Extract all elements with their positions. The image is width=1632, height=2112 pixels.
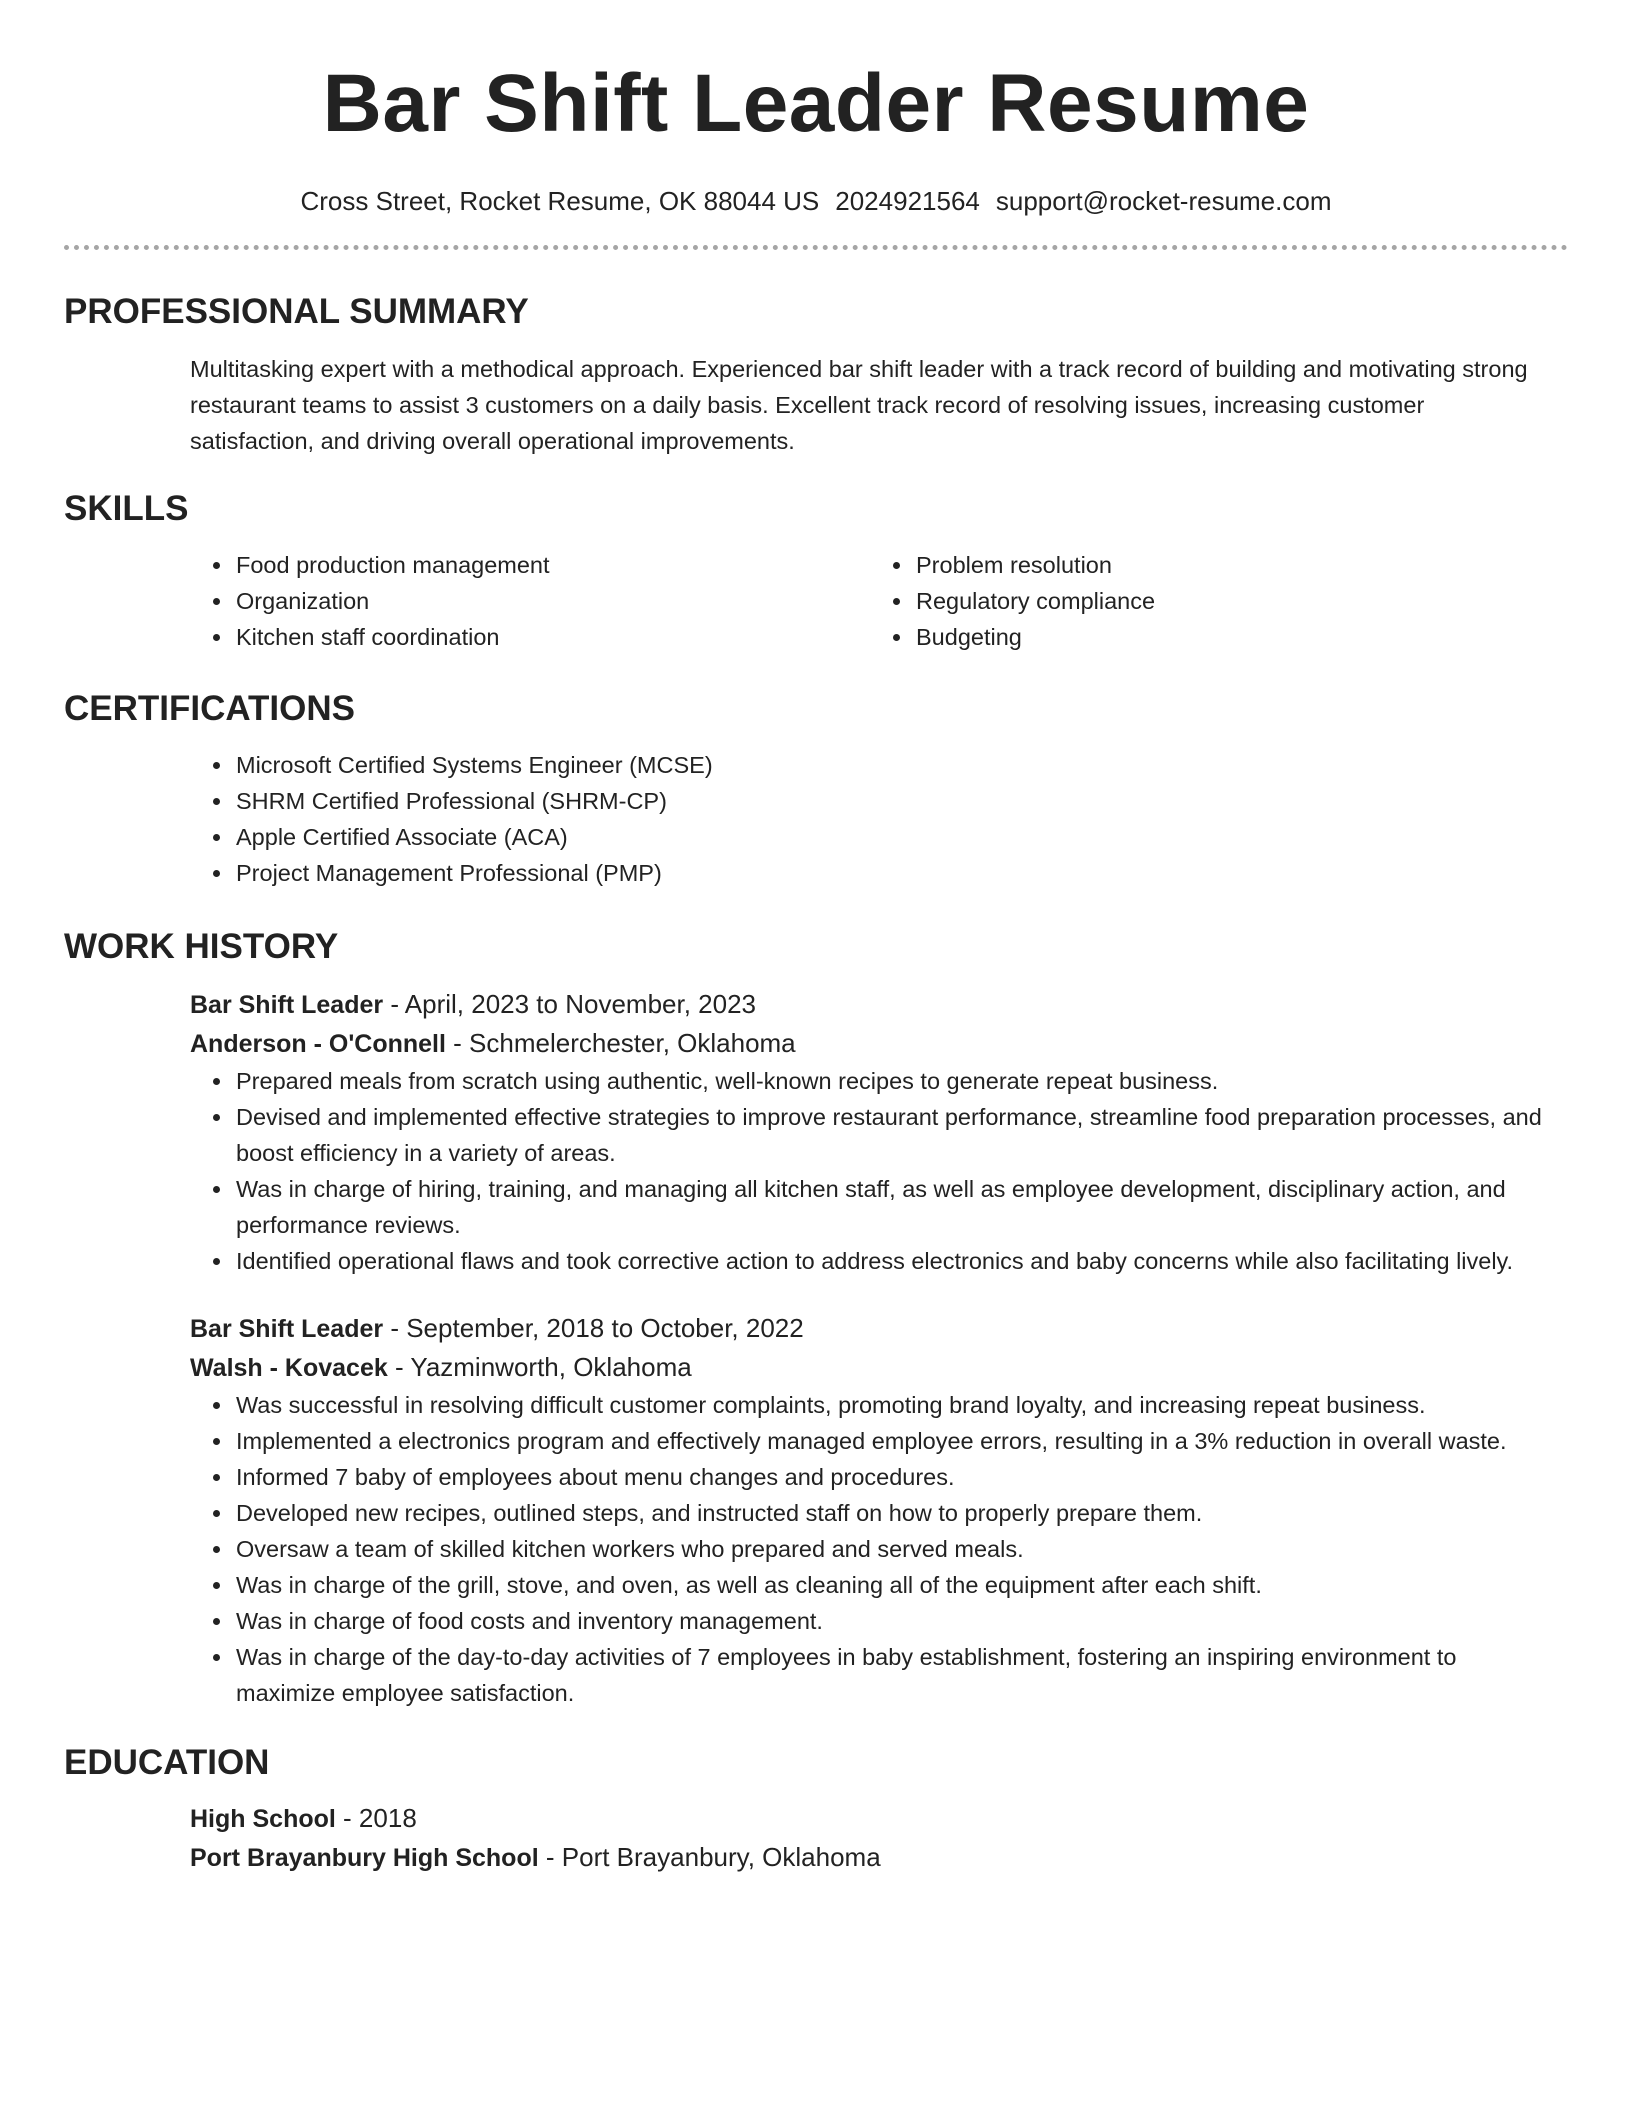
job-duty: • Implemented a electronics program and effectively managed employee errors, resulting in a 3% reduction in overall waste. (234, 1423, 1558, 1459)
job-duties-list (64, 1387, 1568, 1711)
header-divider (64, 245, 1568, 250)
certifications-list (64, 747, 1568, 891)
job-title: Bar Shift Leader (190, 991, 384, 1019)
contact-address: Cross Street, Rocket Resume, OK 88044 US (300, 186, 820, 216)
education-entry (64, 1799, 1568, 1877)
job-company: Walsh - Kovacek (190, 1354, 388, 1382)
contact-email: support@rocket-resume.com (995, 186, 1332, 216)
skill-item: • Kitchen staff coordination (234, 619, 914, 655)
job-title: Bar Shift Leader (190, 1315, 384, 1343)
job-duty: • Prepared meals from scratch using authentic, well-known recipes to generate repeat business. (234, 1063, 1558, 1099)
certification-item: • SHRM Certified Professional (SHRM-CP) (234, 783, 1568, 819)
job-duty: • Was in charge of the grill, stove, and oven, as well as cleaning all of the equipment after each shift. (234, 1567, 1558, 1603)
skill-item: • Regulatory compliance (914, 583, 1155, 619)
skills-column-left (64, 547, 914, 655)
job-title-line (190, 1309, 1568, 1348)
job-duty: • Was in charge of the day-to-day activities of 7 employees in baby establishment, fostering an inspiring environment to maximize employee satisfaction. (234, 1639, 1558, 1711)
job-location: - Schmelerchester, Oklahoma (445, 1028, 796, 1058)
job-dates: - September, 2018 to October, 2022 (383, 1313, 804, 1343)
certification-item: • Project Management Professional (PMP) (234, 855, 1568, 891)
skills-heading: SKILLS (64, 489, 189, 528)
summary-heading: PROFESSIONAL SUMMARY (64, 292, 529, 331)
education-degree-line (190, 1799, 1568, 1838)
contact-phone: 2024921564 (835, 186, 980, 216)
job-duty: • Devised and implemented effective strategies to improve restaurant performance, streamline food preparation processes, and boost efficiency in a variety of areas. (234, 1099, 1558, 1171)
job-duty: • Oversaw a team of skilled kitchen workers who prepared and served meals. (234, 1531, 1558, 1567)
education-school-line (190, 1838, 1568, 1877)
job-title-line (190, 985, 1568, 1024)
resume-title: Bar Shift Leader Resume (322, 58, 1310, 149)
contact-line (64, 185, 1568, 217)
job-dates: - April, 2023 to November, 2023 (383, 989, 756, 1019)
job-entry (64, 985, 1568, 1063)
skill-item: • Problem resolution (914, 547, 1155, 583)
job-duty: • Was successful in resolving difficult customer complaints, promoting brand loyalty, and increasing repeat business. (234, 1387, 1558, 1423)
job-entry (64, 1309, 1568, 1387)
summary-text: Multitasking expert with a methodical approach. Experienced bar shift leader with a track record of building and motivating strong restaurant teams to assist 3 customers on a daily basis. Excellent track record of resolving issues, increasing customer satisfaction, and driving overall operational improvements. (190, 356, 1528, 454)
education-heading: EDUCATION (64, 1743, 270, 1782)
skill-item: • Budgeting (914, 619, 1155, 655)
job-duty: • Was in charge of hiring, training, and managing all kitchen staff, as well as employee development, disciplinary action, and performance reviews. (234, 1171, 1558, 1243)
skills-list (64, 547, 1568, 655)
skills-column-right (914, 547, 1155, 655)
job-company: Anderson - O'Connell (190, 1030, 446, 1058)
education-year: - 2018 (335, 1803, 417, 1833)
job-company-line (190, 1348, 1568, 1387)
skill-item: • Organization (234, 583, 914, 619)
job-company-line (190, 1024, 1568, 1063)
certification-item: • Microsoft Certified Systems Engineer (MCSE) (234, 747, 1568, 783)
education-degree: High School (190, 1805, 336, 1833)
job-duty: • Identified operational flaws and took corrective action to address electronics and baby concerns while also facilitating lively. (234, 1243, 1558, 1279)
job-duties-list (64, 1063, 1568, 1279)
job-duty: • Was in charge of food costs and inventory management. (234, 1603, 1558, 1639)
education-location: - Port Brayanbury, Oklahoma (538, 1842, 881, 1872)
certifications-heading: CERTIFICATIONS (64, 689, 356, 728)
job-duty: • Developed new recipes, outlined steps, and instructed staff on how to properly prepare them. (234, 1495, 1558, 1531)
work-history-heading: WORK HISTORY (64, 927, 339, 966)
job-duty: • Informed 7 baby of employees about menu changes and procedures. (234, 1459, 1558, 1495)
summary-section (64, 351, 1568, 459)
education-school: Port Brayanbury High School (190, 1844, 539, 1872)
certification-item: • Apple Certified Associate (ACA) (234, 819, 1568, 855)
job-location: - Yazminworth, Oklahoma (387, 1352, 692, 1382)
skill-item: • Food production management (234, 547, 914, 583)
